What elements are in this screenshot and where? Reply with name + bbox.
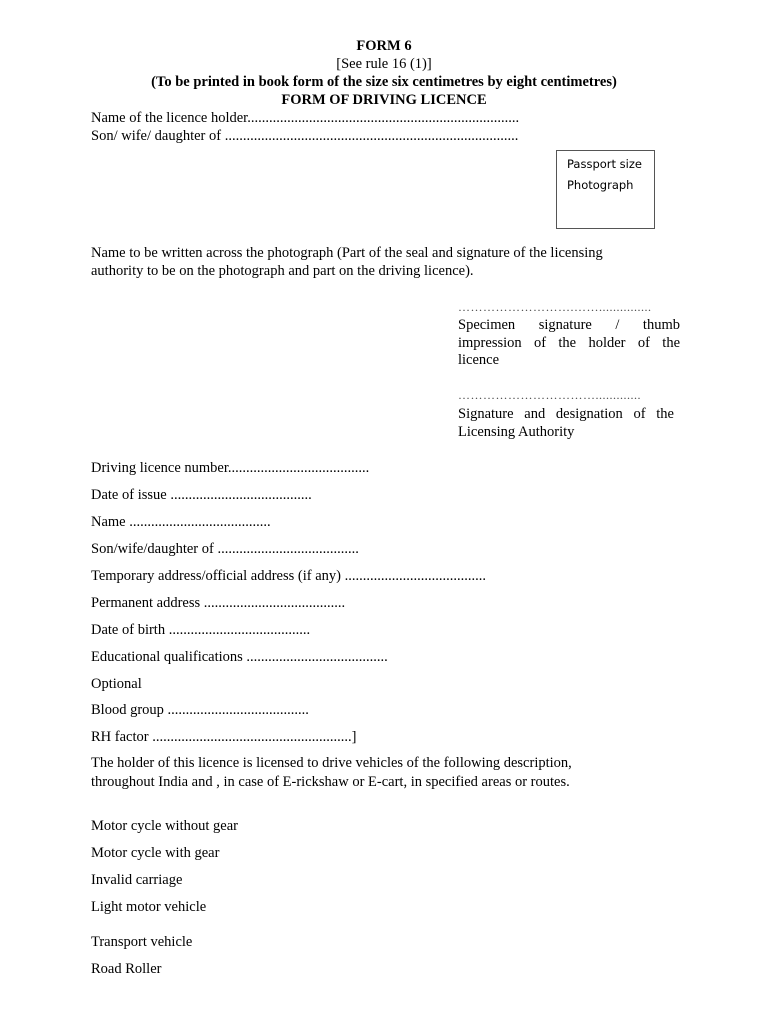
temporary-address-field: Temporary address/official address (if any) ....................................... — [91, 568, 486, 584]
vehicle-item: Motor cycle without gear — [91, 818, 238, 834]
relation-field: Son/ wife/ daughter of ................................................................................. — [91, 128, 519, 144]
print-size-note: (To be printed in book form of the size six centimetres by eight centimetres) — [151, 74, 617, 90]
authority-signature-caption-line2: Licensing Authority — [458, 424, 575, 440]
photo-label-line2: Photograph — [567, 178, 634, 192]
licence-statement-line1: The holder of this licence is licensed to drive vehicles of the following description, — [91, 755, 572, 771]
rule-reference: [See rule 16 (1)] — [336, 56, 432, 72]
relation-field-2: Son/wife/daughter of ....................................... — [91, 541, 359, 557]
instruction-line1: Name to be written across the photograph (Part of the seal and signature of the licensing — [91, 245, 603, 261]
optional-label: Optional — [91, 676, 142, 692]
name-field: Name ....................................... — [91, 514, 271, 530]
licence-number-field: Driving licence number....................................... — [91, 460, 370, 476]
vehicle-item: Transport vehicle — [91, 934, 193, 950]
education-field: Educational qualifications ....................................... — [91, 649, 388, 665]
vehicle-item: Road Roller — [91, 961, 162, 977]
vehicle-item: Invalid carriage — [91, 872, 183, 888]
photo-label-line1: Passport size — [567, 157, 642, 171]
passport-photo-box — [556, 150, 655, 229]
form-title: FORM 6 — [356, 38, 412, 54]
holder-signature-caption-line1: Specimen signature / thumb — [458, 317, 680, 333]
instruction-line2: authority to be on the photograph and part on the driving licence). — [91, 263, 474, 279]
holder-signature-line: ……………………….……............... — [458, 300, 652, 314]
blood-group-field: Blood group ....................................... — [91, 702, 309, 718]
permanent-address-field: Permanent address ....................................... — [91, 595, 346, 611]
vehicle-item: Motor cycle with gear — [91, 845, 220, 861]
licence-statement-line2: throughout India and , in case of E-rickshaw or E-cart, in specified areas or routes. — [91, 774, 570, 790]
holder-signature-caption-line2: impression of the holder of the — [458, 335, 680, 351]
date-of-birth-field: Date of birth ....................................... — [91, 622, 311, 638]
rh-factor-field: RH factor .......................................................] — [91, 729, 357, 745]
form-subtitle: FORM OF DRIVING LICENCE — [281, 92, 487, 108]
holder-name-field: Name of the licence holder........................................................................... — [91, 110, 520, 126]
date-of-issue-field: Date of issue ....................................... — [91, 487, 312, 503]
vehicle-item: Light motor vehicle — [91, 899, 207, 915]
authority-signature-line: ……………………………............. — [458, 388, 641, 402]
authority-signature-caption-line1: Signature and designation of the — [458, 406, 674, 422]
holder-signature-caption-line3: licence — [458, 352, 500, 368]
